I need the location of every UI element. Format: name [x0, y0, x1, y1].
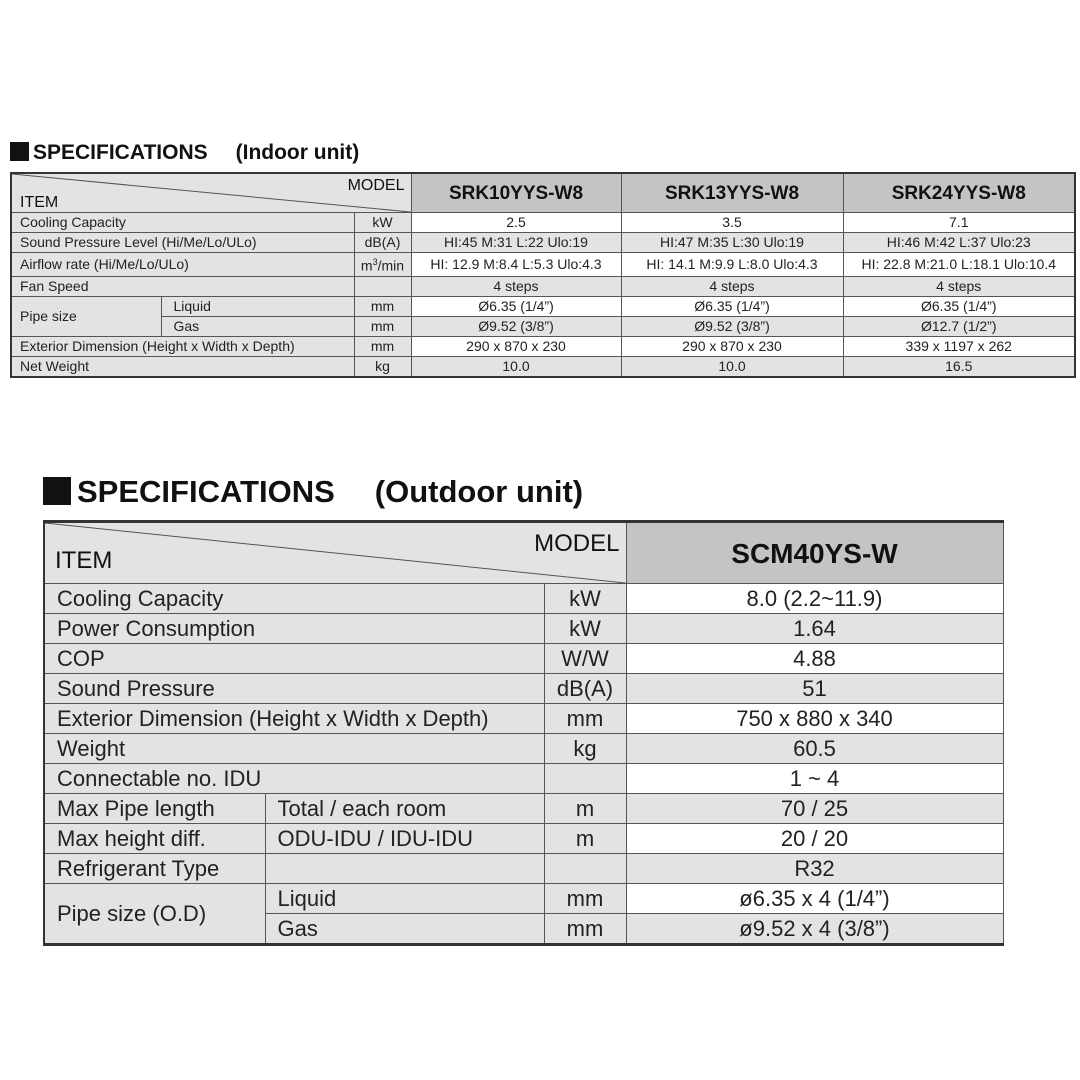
model-label: MODEL [347, 177, 405, 194]
table-row [44, 734, 1003, 764]
model-name: SRK24YYS-W8 [843, 173, 1075, 213]
value-cell: 4 steps [843, 276, 1075, 296]
unit-cell: dB(A) [354, 233, 411, 253]
table-row [44, 824, 1003, 854]
table-row [44, 584, 1003, 614]
value-cell: 2.5 [411, 213, 621, 233]
value-cell: ø6.35 x 4 (1/4”) [626, 884, 1003, 914]
value-cell: HI:46 M:42 L:37 Ulo:23 [843, 233, 1075, 253]
row-label: Power Consumption [44, 614, 544, 644]
unit-cell: m [544, 794, 626, 824]
unit-cell [544, 854, 626, 884]
row-label: Weight [44, 734, 544, 764]
table-row [44, 644, 1003, 674]
value-cell: R32 [626, 854, 1003, 884]
sub-label: Gas [161, 316, 354, 336]
sub-label: Total / each room [265, 794, 544, 824]
indoor-heading: SPECIFICATIONS [33, 141, 208, 164]
value-cell: 339 x 1197 x 262 [843, 336, 1075, 356]
item-label: ITEM [20, 194, 59, 211]
row-label: Max height diff. [44, 824, 265, 854]
value-cell: 7.1 [843, 213, 1075, 233]
value-cell: 10.0 [621, 356, 843, 377]
unit-superscript: 3 [372, 257, 378, 267]
value-cell: 60.5 [626, 734, 1003, 764]
value-cell: 70 / 25 [626, 794, 1003, 824]
unit-cell: mm [544, 914, 626, 945]
table-row [11, 213, 1075, 233]
unit-cell: mm [544, 704, 626, 734]
row-label: Max Pipe length [44, 794, 265, 824]
model-name: SRK13YYS-W8 [621, 173, 843, 213]
table-row [11, 356, 1075, 377]
value-cell: 20 / 20 [626, 824, 1003, 854]
value-cell: Ø9.52 (3/8”) [411, 316, 621, 336]
row-label: Exterior Dimension (Height x Width x Depth) [11, 336, 354, 356]
sub-label: ODU-IDU / IDU-IDU [265, 824, 544, 854]
item-label: ITEM [55, 547, 113, 574]
unit-cell: W/W [544, 644, 626, 674]
outdoor-model-item-header [44, 522, 626, 584]
indoor-spec-table [10, 172, 1076, 378]
table-row [11, 296, 1075, 316]
value-cell: Ø6.35 (1/4”) [411, 296, 621, 316]
value-cell: Ø6.35 (1/4”) [621, 296, 843, 316]
value-cell: Ø6.35 (1/4”) [843, 296, 1075, 316]
unit-cell: kW [544, 584, 626, 614]
sub-label: Gas [265, 914, 544, 945]
unit-cell [544, 764, 626, 794]
row-label: Cooling Capacity [11, 213, 354, 233]
row-label: Net Weight [11, 356, 354, 377]
row-label: Pipe size [11, 296, 161, 336]
outdoor-header-row [44, 522, 1003, 584]
model-name: SCM40YS-W [626, 522, 1003, 584]
table-row [44, 674, 1003, 704]
value-cell: ø9.52 x 4 (3/8”) [626, 914, 1003, 945]
value-cell: HI:47 M:35 L:30 Ulo:19 [621, 233, 843, 253]
value-cell: HI: 12.9 M:8.4 L:5.3 Ulo:4.3 [411, 253, 621, 277]
table-row [44, 704, 1003, 734]
table-row [44, 614, 1003, 644]
row-label: Connectable no. IDU [44, 764, 544, 794]
unit-tail: /min [377, 257, 405, 274]
row-label: Cooling Capacity [44, 584, 544, 614]
value-cell: 750 x 880 x 340 [626, 704, 1003, 734]
model-name: SRK10YYS-W8 [411, 173, 621, 213]
row-label: Pipe size (O.D) [44, 884, 265, 945]
unit-base: m [360, 257, 373, 274]
row-label: Refrigerant Type [44, 854, 265, 884]
table-row [44, 794, 1003, 824]
square-bullet-icon [43, 477, 71, 505]
row-label: COP [44, 644, 544, 674]
row-label: Sound Pressure [44, 674, 544, 704]
table-row [11, 276, 1075, 296]
indoor-section-title [10, 140, 359, 165]
row-label: Exterior Dimension (Height x Width x Depth) [44, 704, 544, 734]
value-cell: HI:45 M:31 L:22 Ulo:19 [411, 233, 621, 253]
table-row [11, 316, 1075, 336]
value-cell: 1.64 [626, 614, 1003, 644]
unit-cell: dB(A) [544, 674, 626, 704]
unit-cell: kW [354, 213, 411, 233]
sub-label [265, 854, 544, 884]
sub-label: Liquid [265, 884, 544, 914]
model-label: MODEL [534, 530, 620, 557]
value-cell: 290 x 870 x 230 [621, 336, 843, 356]
unit-cell: mm [354, 316, 411, 336]
value-cell: 4 steps [411, 276, 621, 296]
unit-cell [354, 276, 411, 296]
value-cell: 8.0 (2.2~11.9) [626, 584, 1003, 614]
value-cell: 4 steps [621, 276, 843, 296]
table-row [11, 233, 1075, 253]
value-cell: HI: 22.8 M:21.0 L:18.1 Ulo:10.4 [843, 253, 1075, 277]
value-cell: 51 [626, 674, 1003, 704]
value-cell: Ø12.7 (1/2”) [843, 316, 1075, 336]
value-cell: 4.88 [626, 644, 1003, 674]
outdoor-heading: SPECIFICATIONS [77, 474, 335, 509]
unit-cell: kg [354, 356, 411, 377]
unit-cell: kg [544, 734, 626, 764]
table-row [44, 764, 1003, 794]
row-label: Sound Pressure Level (Hi/Me/Lo/ULo) [11, 233, 354, 253]
unit-cell: m [544, 824, 626, 854]
table-row [11, 336, 1075, 356]
value-cell: 16.5 [843, 356, 1075, 377]
value-cell: 3.5 [621, 213, 843, 233]
unit-cell [354, 253, 411, 277]
value-cell: 10.0 [411, 356, 621, 377]
outdoor-subheading: (Outdoor unit) [374, 474, 584, 509]
value-cell: 290 x 870 x 230 [411, 336, 621, 356]
table-row [44, 854, 1003, 884]
unit-cell: mm [354, 296, 411, 316]
sub-label: Liquid [161, 296, 354, 316]
unit-cell: mm [354, 336, 411, 356]
square-bullet-icon [10, 142, 29, 161]
table-row [44, 884, 1003, 914]
unit-cell: mm [544, 884, 626, 914]
value-cell: HI: 14.1 M:9.9 L:8.0 Ulo:4.3 [621, 253, 843, 277]
indoor-model-item-header [11, 173, 411, 213]
outdoor-spec-table [43, 520, 1004, 946]
indoor-header-row [11, 173, 1075, 213]
unit-cell: kW [544, 614, 626, 644]
value-cell: Ø9.52 (3/8”) [621, 316, 843, 336]
table-row [11, 253, 1075, 277]
indoor-subheading: (Indoor unit) [235, 141, 360, 164]
row-label: Fan Speed [11, 276, 354, 296]
outdoor-section-title [43, 474, 583, 510]
row-label: Airflow rate (Hi/Me/Lo/ULo) [11, 253, 354, 277]
value-cell: 1 ~ 4 [626, 764, 1003, 794]
